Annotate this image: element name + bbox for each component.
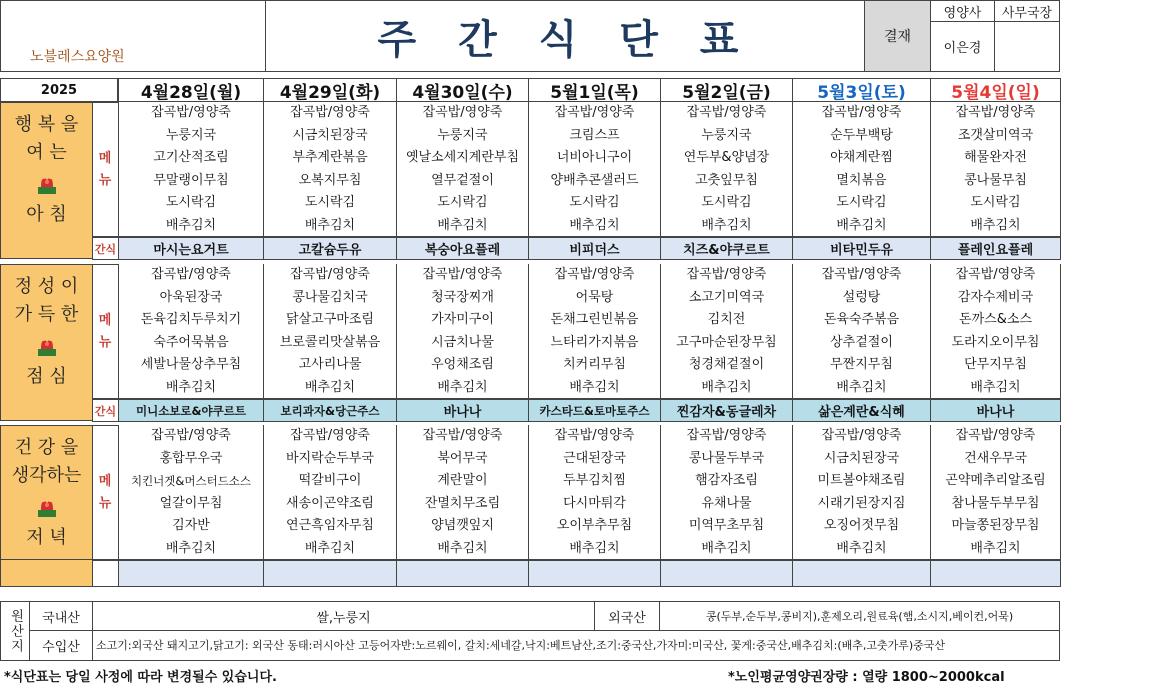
meal-label-line: 행 복 을 <box>14 114 79 135</box>
organization-name: 노블레스요양원 <box>30 49 125 65</box>
snack-item: 바나나 <box>930 399 1061 422</box>
menu-item: 양배추콘샐러드 <box>550 172 639 188</box>
day-menu-column <box>528 264 661 399</box>
menu-item: 도시락김 <box>701 195 752 210</box>
menu-item: 누룽지국 <box>701 127 752 143</box>
menu-item: 무짠지무침 <box>830 357 893 372</box>
note-right: *노인평균영양권장량 : 열량 1800~2000kcal <box>728 670 1005 685</box>
approval-signature-director <box>994 21 1060 72</box>
day-menu-column <box>396 102 529 237</box>
menu-item: 김치전 <box>707 312 746 327</box>
menu-item: 잡곡밥/영양죽 <box>686 105 767 120</box>
menu-item: 도시락김 <box>569 195 620 210</box>
day-menu-column <box>792 264 931 399</box>
menu-item: 미트볼야채조림 <box>817 473 906 488</box>
menu-item: 배추김치 <box>569 379 620 395</box>
menu-item: 미역무초무침 <box>688 518 765 533</box>
menu-item: 잡곡밥/영양죽 <box>151 105 231 120</box>
date-header: 5월1일(목) <box>528 78 661 102</box>
menu-item: 돈까스&소스 <box>959 312 1032 327</box>
menu-label: 메뉴 <box>98 473 112 511</box>
menu-item: 어묵탕 <box>575 289 614 305</box>
menu-item: 누룽지국 <box>437 127 488 143</box>
menu-item: 잡곡밥/영양죽 <box>955 428 1036 443</box>
meal-label-line: 생각하는 <box>11 465 82 486</box>
snack-item: 미니소보로&야쿠르트 <box>118 399 264 422</box>
date-header: 5월4일(일) <box>930 78 1061 102</box>
menu-item: 도시락김 <box>304 195 356 210</box>
domestic-value: 쌀,누룽지 <box>92 601 595 631</box>
day-menu-column <box>528 102 661 237</box>
menu-item: 치커리무침 <box>563 357 626 372</box>
menu-item: 다시마튀각 <box>563 495 626 511</box>
snack-item: 찐감자&동글레차 <box>660 399 793 422</box>
menu-item: 시래기된장지짐 <box>817 495 906 511</box>
snack-label: 간식 <box>92 399 119 422</box>
menu-label-cell <box>92 425 119 560</box>
menu-item: 잡곡밥/영양죽 <box>686 428 767 443</box>
menu-item: 홍합무우국 <box>159 450 223 466</box>
day-menu-column <box>660 102 793 237</box>
menu-item: 배추김치 <box>836 379 887 395</box>
menu-item: 배추김치 <box>970 540 1021 556</box>
menu-item: 고구마순된장무침 <box>676 334 777 350</box>
menu-item: 오복지무침 <box>298 172 362 188</box>
day-menu-column <box>263 102 397 237</box>
menu-item: 야채계란찜 <box>830 150 893 165</box>
menu-item: 배추김치 <box>304 379 356 395</box>
menu-item: 설렁탕 <box>842 289 881 305</box>
day-menu-column <box>930 264 1061 399</box>
menu-item: 청국장찌개 <box>431 289 494 305</box>
menu-item: 배추김치 <box>304 217 356 233</box>
day-menu-column <box>660 425 793 560</box>
meal-label-line: 여 는 <box>26 142 67 163</box>
menu-item: 단무지무침 <box>964 357 1027 372</box>
tulip-flower-icon <box>36 496 58 518</box>
menu-item: 도시락김 <box>970 195 1021 210</box>
meal-label-bottom: 점 심 <box>26 366 67 387</box>
menu-item: 열무겉절이 <box>431 172 494 188</box>
meal-label-line: 가 득 한 <box>14 304 79 325</box>
menu-item: 잡곡밥/영양죽 <box>151 267 231 282</box>
menu-item: 고기산적조림 <box>153 150 229 165</box>
menu-item: 돈채그린빈볶음 <box>550 312 639 327</box>
day-menu-column <box>660 264 793 399</box>
menu-item: 크림스프 <box>569 127 620 143</box>
menu-label: 메뉴 <box>98 150 112 188</box>
menu-item: 도시락김 <box>437 195 488 210</box>
menu-item: 옛날소세지계란부침 <box>405 150 520 165</box>
menu-item: 배추김치 <box>165 379 217 395</box>
menu-item: 콩나물두부국 <box>688 450 765 466</box>
menu-item: 배추김치 <box>165 217 217 233</box>
tulip-flower-icon <box>36 173 58 195</box>
import-value: 소고기:외국산 돼지고기,닭고기: 외국산 동태:러시아산 고등어자반:노르웨이, 갈치:세네갈,낙지:베트남산,조기:중국산,가자미:미국산, 꽃게:중국산,배추김치:(배추,고춧가루)중국산 <box>92 630 1060 661</box>
empty-cell <box>660 560 793 587</box>
day-menu-column <box>396 425 529 560</box>
day-menu-column <box>792 425 931 560</box>
menu-item: 배추김치 <box>836 217 887 233</box>
menu-item: 잡곡밥/영양죽 <box>554 105 635 120</box>
day-menu-column <box>118 264 264 399</box>
menu-item: 콩나물무침 <box>964 172 1027 188</box>
empty-cell <box>792 560 931 587</box>
day-menu-column <box>118 102 264 237</box>
menu-item: 북어무국 <box>437 450 488 466</box>
menu-item: 잡곡밥/영양죽 <box>290 428 370 443</box>
menu-item: 잡곡밥/영양죽 <box>686 267 767 282</box>
menu-item: 돈육김치두루치기 <box>140 312 242 327</box>
menu-item: 조갯살미역국 <box>957 127 1034 143</box>
date-header: 5월2일(금) <box>660 78 793 102</box>
meal-label-bottom: 저 녁 <box>26 527 67 548</box>
menu-item: 잔멸치무조림 <box>424 495 501 511</box>
date-header: 4월29일(화) <box>263 78 397 102</box>
menu-item: 우엉채조림 <box>431 357 494 372</box>
snack-item: 비피더스 <box>528 237 661 260</box>
menu-item: 시금치나물 <box>431 334 494 350</box>
menu-item: 잡곡밥/영양죽 <box>290 105 370 120</box>
day-menu-column <box>118 425 264 560</box>
menu-item: 잡곡밥/영양죽 <box>554 428 635 443</box>
menu-item: 돈육숙주볶음 <box>823 312 900 327</box>
menu-item: 잡곡밥/영양죽 <box>955 105 1036 120</box>
menu-item: 잡곡밥/영양죽 <box>821 267 902 282</box>
menu-item: 도시락김 <box>165 195 217 210</box>
day-menu-column <box>792 102 931 237</box>
snack-item: 보리과자&당근주스 <box>263 399 397 422</box>
menu-item: 배추김치 <box>701 379 752 395</box>
menu-item: 고사리나물 <box>298 357 362 372</box>
empty-cell <box>528 560 661 587</box>
menu-item: 오이부추무침 <box>556 518 633 533</box>
snack-item: 복숭아요플레 <box>396 237 529 260</box>
menu-item: 배추김치 <box>569 540 620 556</box>
menu-item: 너비아니구이 <box>556 150 633 165</box>
menu-item: 소고기미역국 <box>688 289 765 305</box>
menu-item: 숙주어묵볶음 <box>153 334 229 350</box>
foreign-label: 외국산 <box>594 601 660 631</box>
menu-item: 김자반 <box>172 518 210 533</box>
empty-cell <box>263 560 397 587</box>
meal-label-line: 정 성 이 <box>14 276 79 297</box>
menu-item: 잡곡밥/영양죽 <box>290 267 370 282</box>
menu-item: 배추김치 <box>701 540 752 556</box>
menu-label-cell <box>92 264 119 399</box>
menu-item: 시금치된장국 <box>292 127 368 143</box>
menu-item: 잡곡밥/영양죽 <box>821 105 902 120</box>
menu-item: 마늘쫑된장무침 <box>951 518 1040 533</box>
menu-item: 새송이곤약조림 <box>286 495 374 511</box>
approval-role-dietitian: 영양사 <box>930 0 995 22</box>
meal-label-breakfast <box>0 102 93 259</box>
empty-cell <box>396 560 529 587</box>
approval-signature-dietitian: 이은경 <box>930 21 995 72</box>
menu-item: 햄감자조림 <box>695 473 758 488</box>
menu-item: 잡곡밥/영양죽 <box>151 428 231 443</box>
menu-item: 상추겉절이 <box>830 334 893 350</box>
snack-item: 마시는요거트 <box>118 237 264 260</box>
menu-item: 무말랭이무침 <box>153 172 229 188</box>
menu-item: 치킨너겟&머스터드소스 <box>130 474 252 488</box>
menu-item: 닭살고구마조림 <box>286 312 374 327</box>
approval-box <box>864 0 1060 72</box>
foreign-value: 콩(두부,순두부,콩비지),훈제오리,원료육(햄,소시지,베이컨,어묵) <box>659 601 1060 631</box>
menu-item: 청경채겉절이 <box>688 357 765 372</box>
menu-item: 가자미구이 <box>431 312 494 327</box>
snack-item: 삶은계란&식혜 <box>792 399 931 422</box>
date-header: 5월3일(토) <box>792 78 931 102</box>
menu-item: 두부김치찜 <box>563 473 626 488</box>
menu-item: 해물완자전 <box>964 150 1027 165</box>
empty-cell <box>118 560 264 587</box>
menu-item: 근대된장국 <box>563 450 626 466</box>
menu-item: 연두부&양념장 <box>683 150 770 165</box>
menu-item: 아욱된장국 <box>159 289 223 305</box>
menu-item: 콩나물김치국 <box>292 289 368 305</box>
menu-item: 잡곡밥/영양죽 <box>422 428 503 443</box>
meal-label-lunch <box>0 264 93 421</box>
menu-label: 메뉴 <box>98 312 112 350</box>
menu-item: 세발나물상추무침 <box>140 357 242 372</box>
menu-item: 곤약메추리알조림 <box>945 473 1046 488</box>
snack-label: 간식 <box>92 237 119 260</box>
menu-item: 건새우무국 <box>964 450 1027 466</box>
snack-item: 플레인요플레 <box>930 237 1061 260</box>
year-cell: 2025 <box>0 78 118 102</box>
day-menu-column <box>396 264 529 399</box>
menu-item: 연근흑임자무침 <box>286 518 374 533</box>
menu-item: 브로콜리맛살볶음 <box>279 334 381 350</box>
menu-item: 배추김치 <box>970 379 1021 395</box>
import-label: 수입산 <box>29 630 93 661</box>
day-menu-column <box>528 425 661 560</box>
menu-item: 잡곡밥/영양죽 <box>554 267 635 282</box>
meal-label-filler <box>0 560 93 587</box>
menu-item: 배추김치 <box>437 540 488 556</box>
snack-item: 바나나 <box>396 399 529 422</box>
page-title: 주 간 식 단 표 <box>265 0 865 72</box>
menu-item: 시금치된장국 <box>823 450 900 466</box>
menu-item: 잡곡밥/영양죽 <box>422 105 503 120</box>
menu-item: 오징어젓무침 <box>823 518 900 533</box>
origin-label <box>0 601 30 661</box>
menu-item: 배추김치 <box>569 217 620 233</box>
menu-item: 배추김치 <box>304 540 356 556</box>
menu-item: 배추김치 <box>701 217 752 233</box>
snack-item: 비타민두유 <box>792 237 931 260</box>
empty-cell <box>92 560 119 587</box>
snack-item: 고칼슘두유 <box>263 237 397 260</box>
menu-item: 누룽지국 <box>165 127 217 143</box>
empty-cell <box>930 560 1061 587</box>
menu-item: 배추김치 <box>165 540 217 556</box>
menu-item: 유채나물 <box>701 495 752 511</box>
menu-item: 잡곡밥/영양죽 <box>955 267 1036 282</box>
meal-label-line: 건 강 을 <box>14 437 79 458</box>
menu-item: 떡갈비구이 <box>298 473 362 488</box>
menu-item: 고춧잎무침 <box>695 172 758 188</box>
day-menu-column <box>930 425 1061 560</box>
menu-item: 부추계란볶음 <box>292 150 368 165</box>
menu-item: 배추김치 <box>836 540 887 556</box>
origin-section <box>0 601 1060 661</box>
menu-item: 얼갈이무침 <box>159 495 223 511</box>
menu-item: 잡곡밥/영양죽 <box>422 267 503 282</box>
menu-item: 배추김치 <box>437 217 488 233</box>
menu-item: 참나물두부무침 <box>951 495 1040 511</box>
day-menu-column <box>263 425 397 560</box>
day-menu-column <box>263 264 397 399</box>
menu-item: 멸치볶음 <box>836 172 887 188</box>
menu-item: 감자수제비국 <box>957 289 1034 305</box>
tulip-flower-icon <box>36 335 58 357</box>
menu-item: 배추김치 <box>970 217 1021 233</box>
menu-item: 양념깻잎지 <box>431 518 494 533</box>
menu-item: 바지락순두부국 <box>286 450 374 466</box>
menu-item: 도라지오이무침 <box>951 334 1040 350</box>
menu-label-cell <box>92 102 119 237</box>
date-header: 4월28일(월) <box>118 78 264 102</box>
day-menu-column <box>930 102 1061 237</box>
meal-label-bottom: 아 침 <box>26 204 67 225</box>
snack-item: 치즈&야쿠르트 <box>660 237 793 260</box>
meal-label-dinner <box>0 425 93 560</box>
origin-label-text: 원산지 <box>8 608 23 654</box>
menu-item: 계란말이 <box>437 473 488 488</box>
menu-item: 배추김치 <box>437 379 488 395</box>
approval-role-director: 사무국장 <box>994 0 1060 22</box>
date-header: 4월30일(수) <box>396 78 529 102</box>
menu-item: 도시락김 <box>836 195 887 210</box>
domestic-label: 국내산 <box>29 601 93 631</box>
menu-item: 느타리가지볶음 <box>550 334 639 350</box>
approval-label: 결재 <box>864 0 931 72</box>
snack-item: 카스타드&토마토주스 <box>528 399 661 422</box>
menu-item: 순두부백탕 <box>830 127 893 143</box>
note-left: *식단표는 당일 사정에 따라 변경될수 있습니다. <box>4 670 277 685</box>
menu-item: 잡곡밥/영양죽 <box>821 428 902 443</box>
